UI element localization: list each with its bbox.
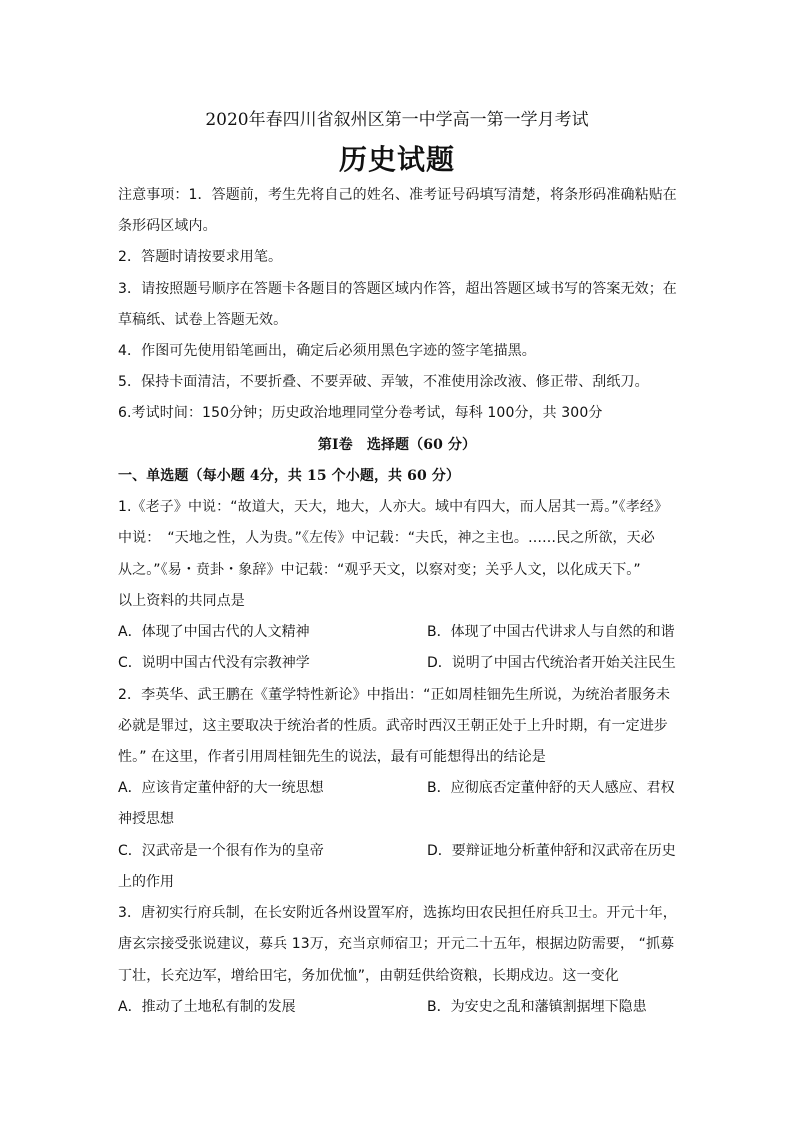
- question-text: 丁壮，长充边军，增给田宅，务加优恤”，由朝廷供给资粮，长期戍边。这一变化: [118, 968, 619, 984]
- notice-line: 草稿纸、试卷上答题无效。: [118, 312, 288, 328]
- option-c: C．说明中国古代没有宗教神学: [118, 655, 310, 671]
- question-text: 必就是罪过，这主要取决于统治者的性质。武帝时西汉王朝正处于上升时期，有一定进步: [118, 718, 668, 734]
- notice-line: 4．作图可先使用铅笔画出，确定后必须用黑色字迹的签字笔描黑。: [118, 343, 536, 359]
- notice-line: 2．答题时请按要求用笔。: [118, 249, 283, 265]
- option-a: A．推动了土地私有制的发展: [118, 999, 296, 1015]
- option-c: C．汉武帝是一个很有作为的皇帝: [118, 843, 324, 859]
- question-text: 中说： “天地之性，人为贵。”《左传》中记载：“夫氏，神之主也。……民之所欲，天必: [118, 530, 655, 546]
- notice-line: 条形码区域内。: [118, 218, 217, 234]
- notice-line: 注意事项：1．答题前，考生先将自己的姓名、准考证号码填写清楚，将条形码准确粘贴在: [118, 187, 677, 203]
- option-b-continued: 神授思想: [118, 811, 174, 827]
- option-d-continued: 上的作用: [118, 874, 174, 890]
- question-text: 3．唐初实行府兵制，在长安附近各州设置军府，选拣均田农民担任府兵卫士。开元十年，: [118, 905, 677, 921]
- option-a: A．体现了中国古代的人文精神: [118, 624, 310, 640]
- question-text: 1.《老子》中说：“故道大，天大，地大，人亦大。域中有四大，而人居其一焉。”《孝经》: [118, 499, 669, 515]
- notice-line: 5．保持卡面清洁，不要折叠、不要弄破、弄皱，不准使用涂改液、修正带、刮纸刀。: [118, 374, 649, 390]
- part-title: 一、单选题（每小题 4分，共 15 个小题，共 60 分）: [118, 468, 460, 484]
- subject-title: 历史试题: [338, 143, 455, 176]
- section-title: 第Ⅰ卷 选择题（60 分）: [317, 437, 477, 453]
- exam-title: 2020年春四川省叙州区第一中学高一第一学月考试: [205, 110, 589, 130]
- notice-line: 3．请按照题号顺序在答题卡各题目的答题区域内作答，超出答题区域书写的答案无效；在: [118, 281, 677, 297]
- option-d: D．说明了中国古代统治者开始关注民生: [427, 655, 676, 671]
- option-a: A．应该肯定董仲舒的大一统思想: [118, 780, 324, 796]
- question-text: 以上资料的共同点是: [118, 593, 245, 609]
- question-text: 2．李英华、武王鹏在《董学特性新论》中指出：“正如周桂钿先生所说，为统治者服务未: [118, 687, 671, 703]
- question-text: 从之。”《易・贲卦・象辞》中记载：“观乎天文，以察对变；关乎人文，以化成天下。”: [118, 562, 641, 578]
- option-b: B．为安史之乱和藩镇割据埋下隐患: [427, 999, 647, 1015]
- option-b: B．体现了中国古代讲求人与自然的和谐: [427, 624, 675, 640]
- option-d: D．要辩证地分析董仲舒和汉武帝在历史: [427, 843, 676, 859]
- question-text: 唐玄宗接受张说建议，募兵 13万，充当京师宿卫；开元二十五年，根据边防需要， “抓募: [118, 936, 675, 952]
- option-b: B．应彻底否定董仲舒的天人感应、君权: [427, 780, 675, 796]
- question-text: 性。” 在这里，作者引用周桂钿先生的说法，最有可能想得出的结论是: [118, 749, 546, 765]
- notice-line: 6.考试时间：150分钟；历史政治地理同堂分卷考试，每科 100分，共 300分: [118, 405, 603, 421]
